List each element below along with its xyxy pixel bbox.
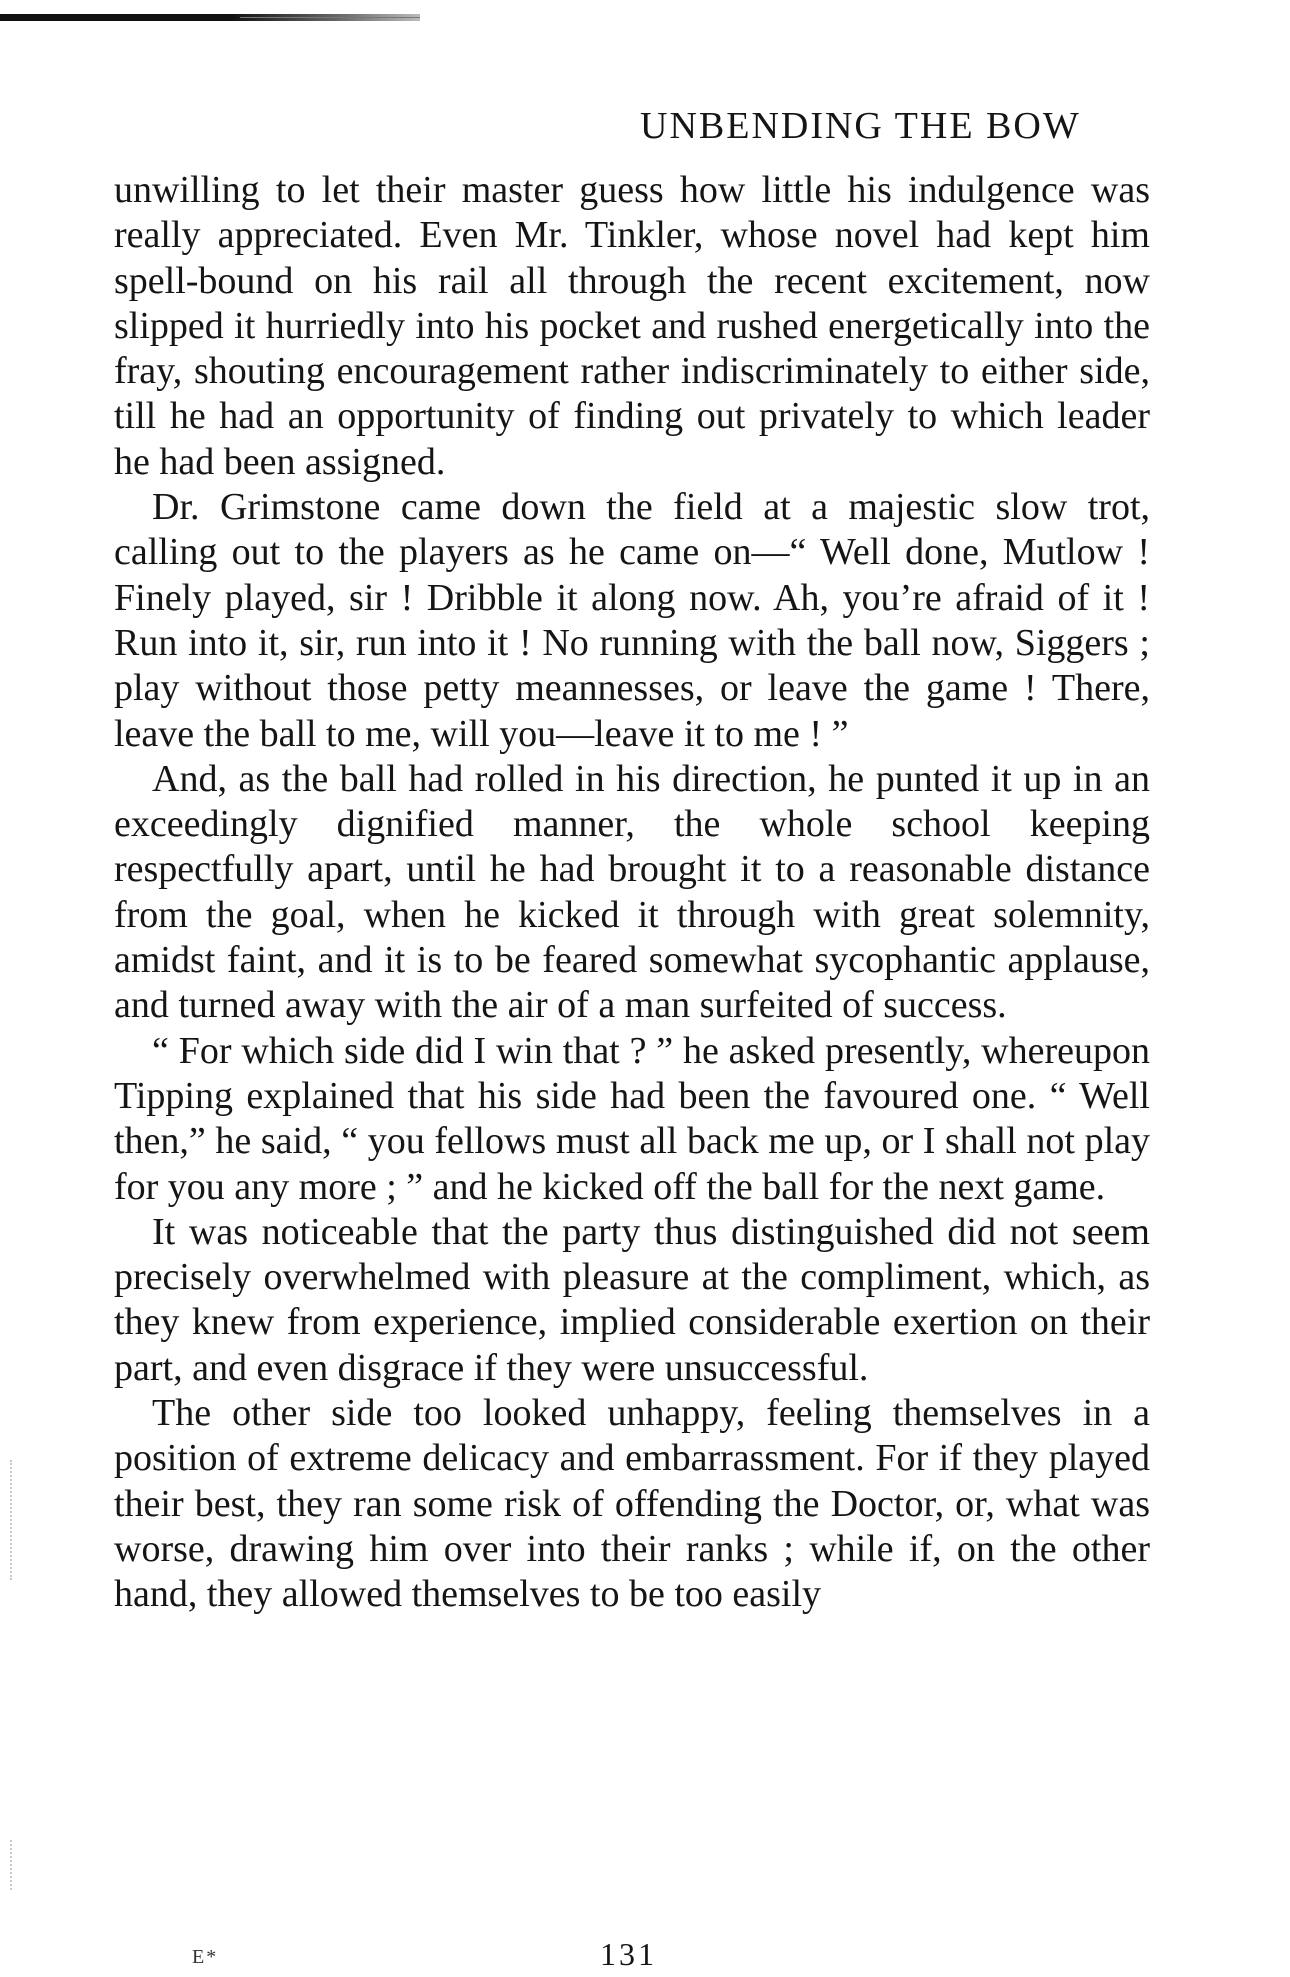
- paragraph: Dr. Grimstone came down the field at a majestic slow trot, calling out to the players as he came on—“ Well done, Mutlow ! Finely played, sir ! Dribble it along now. Ah, you’re afraid of it ! Run into it, sir, run into it ! No running with the ball now, Siggers ; play without those petty meannesses, or leave the game ! There, leave the ball to me, will you—leave it to me ! ”: [114, 486, 1150, 755]
- running-head: UNBENDING THE BOW: [640, 105, 1081, 147]
- margin-mark: [10, 1460, 14, 1580]
- paragraph: The other side too looked unhappy, feeling themselves in a position of extreme delicacy and embarrassment. For if they played their best, they ran some risk of offending the Doctor, or, what was worse, drawing him over into their ranks ; while if, on the other hand, they allowed themselves to be too easily: [114, 1392, 1150, 1616]
- margin-mark: [10, 1840, 14, 1890]
- top-rule-thin: [240, 17, 420, 18]
- paragraph: It was noticeable that the party thus distinguished did not seem precisely overwhelmed with pleasure at the compliment, which, as they knew from experience, implied considerable exertion on their part, and even disgrace if they were unsuccessful.: [114, 1210, 1150, 1389]
- paragraph: “ For which side did I win that ? ” he asked presently, whereupon Tipping explained that his side had been the favoured one. “ Well then,” he said, “ you fellows must all back me up, or I shall not play for you any more ; ” and he kicked off the ball for the next game.: [114, 1029, 1150, 1208]
- paragraph: And, as the ball had rolled in his direction, he punted it up in an exceedingly dignified manner, the whole school keeping respectfully apart, until he had brought it to a reasonable distance from the goal, when he kicked it through with great solemnity, amidst faint, and it is to be feared somewhat sycophantic applause, and turned away with the air of a man surfeited of success.: [114, 757, 1150, 1027]
- body-text: [114, 168, 1150, 1618]
- page-number: 131: [600, 1936, 657, 1972]
- signature-mark: E*: [192, 1946, 219, 1968]
- paragraph: unwilling to let their master guess how little his indulgence was really appreciated. Even Mr. Tinkler, whose novel had kept him spell-bound on his rail all through the recent excitement, now slipped it hurriedly into his pocket and rushed energetically into the fray, shouting encouragement rather indiscriminately to either side, till he had an opportunity of finding out privately to which leader he had been assigned.: [114, 169, 1150, 483]
